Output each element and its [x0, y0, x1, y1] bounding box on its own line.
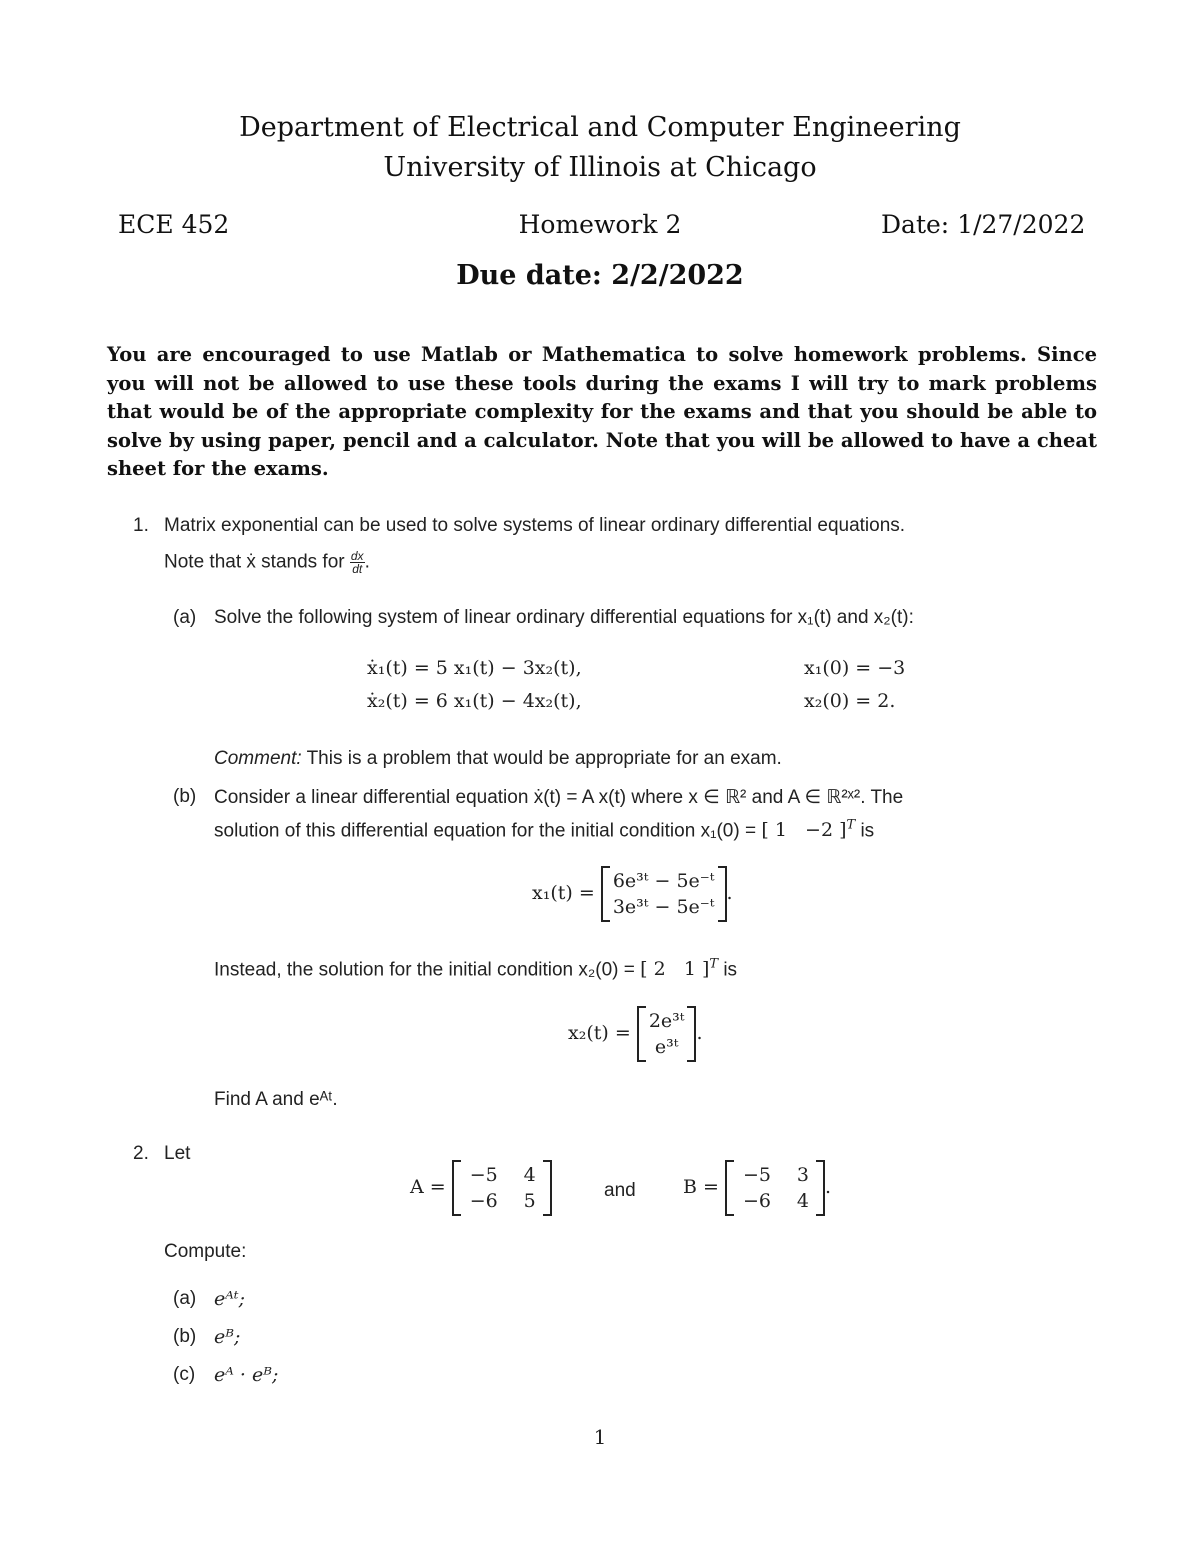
matrix-b: −5 3 −6 4: [725, 1160, 825, 1216]
comment-text: This is a problem that would be appropriate for an exam.: [306, 748, 782, 769]
x1-lhs: x₁(t) =: [532, 882, 595, 904]
matrix-a-lhs: A =: [410, 1176, 446, 1198]
compute-item-c-expr: eᴬ · eᴮ;: [214, 1364, 279, 1386]
dx-dt-fraction: $\frac{dx}{dt}$: [350, 549, 364, 576]
x2-column-vector: 2e³ᵗ e³ᵗ: [637, 1006, 697, 1062]
instead-text: Instead, the solution for the initial condition x₂(0) =: [214, 959, 635, 981]
matrix-b-definition: B = −5 3 −6 4 .: [683, 1160, 831, 1216]
x2-lhs: x₂(t) =: [568, 1022, 631, 1044]
due-date: Due date: 2/2/2022: [456, 260, 744, 291]
x2-solution: x₂(t) = 2e³ᵗ e³ᵗ .: [568, 1006, 703, 1062]
intro-paragraph: You are encouraged to use Matlab or Mathematica to solve homework problems. Since you will not be allowed to use these tools during the exams I will try to mark problems that would be of the appropriate complexity for the exams and that you should be able to solve by using paper, pencil and a calculator. Note that you will be allowed to have a cheat sheet for the exams.: [107, 343, 1097, 480]
matrix-a-definition: [410, 1160, 552, 1216]
ic2-row-vector: [ 2 1 ]$^T$: [640, 957, 719, 981]
part-b-line-1: Consider a linear differential equation ẋ(t) = A x(t) where x ∈ ℝ² and A ∈ ℝ²ˣ². The: [214, 787, 904, 808]
note-prefix: Note that ẋ stands for: [164, 551, 345, 573]
compute-item-b-label: (b): [173, 1326, 197, 1347]
comment: [214, 748, 782, 770]
page-number: 1: [593, 1425, 607, 1449]
equation-1: ẋ₁(t) = 5 x₁(t) − 3x₂(t),: [367, 657, 582, 679]
part-b-line-2-text: solution of this differential equation for the initial condition x₁(0) =: [214, 820, 757, 842]
problem-1-number: 1.: [133, 515, 149, 536]
equation-2-initial-condition: x₂(0) = 2.: [804, 690, 896, 712]
part-b-label: (b): [173, 786, 197, 807]
ic1-row-vector: [ 1 −2 ]$^T$: [761, 818, 856, 842]
compute-label: Compute:: [164, 1241, 247, 1262]
and-word: and: [604, 1180, 636, 1201]
comment-label: Comment:: [214, 748, 302, 769]
compute-item-c-label: (c): [173, 1364, 196, 1385]
matrix-a: −5 4 −6 5: [452, 1160, 552, 1216]
instead-line: [214, 957, 737, 981]
problem-2-let: Let: [164, 1143, 191, 1164]
university-title: University of Illinois at Chicago: [383, 152, 817, 183]
compute-item-a-expr: eᴬᵗ;: [214, 1288, 245, 1310]
course-code: ECE 452: [118, 210, 230, 239]
is-word-1: is: [860, 820, 875, 842]
equation-1-initial-condition: x₁(0) = −3: [804, 657, 906, 679]
part-a-text: Solve the following system of linear ordinary differential equations for x₁(t) and x₂(t):: [214, 607, 914, 628]
compute-item-b-expr: eᴮ;: [214, 1326, 241, 1348]
part-a-label: (a): [173, 607, 197, 628]
x1-solution: x₁(t) = 6e³ᵗ − 5e⁻ᵗ 3e³ᵗ − 5e⁻ᵗ .: [532, 866, 733, 922]
assignment-date: Date: 1/27/2022: [881, 210, 1086, 239]
is-word-2: is: [723, 959, 738, 981]
assignment-title: Homework 2: [518, 210, 682, 239]
part-b-line-2: [214, 818, 874, 842]
equation-2: ẋ₂(t) = 6 x₁(t) − 4x₂(t),: [367, 690, 582, 712]
problem-1-text: Matrix exponential can be used to solve systems of linear ordinary differential equations.: [164, 515, 906, 536]
compute-item-a-label: (a): [173, 1288, 197, 1309]
x1-column-vector: 6e³ᵗ − 5e⁻ᵗ 3e³ᵗ − 5e⁻ᵗ: [601, 866, 727, 922]
problem-2-number: 2.: [133, 1143, 149, 1164]
matrix-b-lhs: B =: [683, 1176, 719, 1198]
problem-1-note: Note that ẋ stands for $\frac{dx}{dt}$ .: [164, 549, 370, 576]
find-a-text: Find A and eᴬᵗ.: [214, 1089, 338, 1110]
department-title: Department of Electrical and Computer Engineering: [239, 112, 961, 143]
